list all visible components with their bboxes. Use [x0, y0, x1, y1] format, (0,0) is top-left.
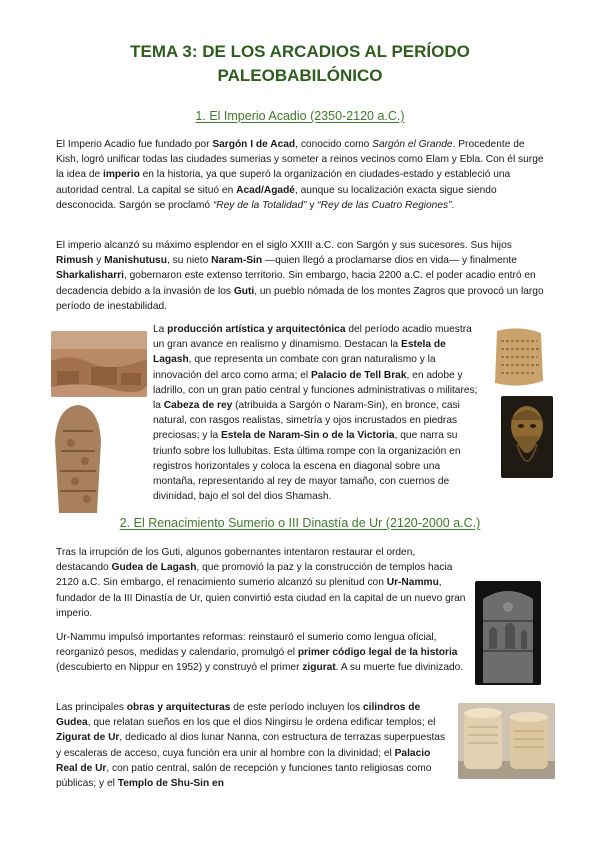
page-title: [0, 40, 600, 88]
cuneiform-tablet-image: [491, 323, 547, 391]
paragraph-akkadian-founding: El Imperio Acadio fue fundado por Sargón I de Acad, conocido como Sargón el Grande. Procedente de Kish, logró unificar todas las ciudades sumerias y someter a reinos vecinos como Elam y Ebla. Con él surge la idea de imperio en la historia, ya que superó la organización en ciudades-estado y estableció una autoridad central. La capital se situó en Acad/Agadé, aunque su localización exacta sigue siendo desconocida. Sargón se proclamó “Rey de la Totalidad” y “Rey de las Cuatro Regiones”.: [56, 139, 544, 211]
ur-nammu-stele-image: [475, 581, 541, 685]
page-title-line-2: PALEOBABILÓNICO: [217, 66, 383, 85]
tell-brak-palace-ruins-image: [51, 331, 147, 397]
gudea-cylinders-image: [458, 703, 555, 779]
page-title-line-1: TEMA 3: DE LOS ARCADIOS AL PERÍODO: [130, 42, 470, 61]
bronze-head-of-king-image: [501, 396, 553, 478]
paragraph-neo-sumerian-works: Las principales obras y arquitecturas de este período incluyen los cilindros de Gudea, que relatan sueños en los que el dios Ningirsu le ordena edificar templos; el Zigurat de Ur, dedicado al dios lunar Nanna, con estructura de terrazas superpuestas y escaleras de acceso, cuya función era unir al hombre con la divinidad; el Palacio Real de Ur, con patio central, salón de recepción y funciones tanto religiosas como públicas; y el Templo de Shu-Sin en: [56, 702, 446, 790]
paragraph-akkadian-art-a: La producción artística y arquitectónica del período acadio muestra un gran avance en realismo y dinamismo. Destacan la Estela de Lagash, que representa un combate con gran naturalismo y la innovación del arco como arma; el Palacio de Tell Brak, en adobe y ladrillo, con un gran patio central y funciones administrativas o militares; la Cabeza de rey (atribuida a Sargón o Naram-Sin), en bronce, casi natural, con rasgos realistas, simetría y ojos incrustados en piedras preciosas; y la Estela de Naram-Sin o de la Victoria, que narra su triunfo sobre los lullubitas. Esta última rompe con la organización en registros horizontales y coloca la escena en diagonal sobre una montaña, representando al rey de mayor tamaño, con cuernos de divinidad, bajo el sol del dios Shamash.: [153, 324, 478, 503]
paragraph-gudea-ur-nammu: Tras la irrupción de los Guti, algunos gobernantes intentaron restaurar el orden, destacando Gudea de Lagash, que promovió la paz y la construcción de templos hacia 2120 a.C. Sin embargo, el renacimiento sumerio alcanzó su plenitud con Ur-Nammu, fundador de la III Dinastía de Ur, quien convirtió esta ciudad en la capital de un nuevo gran imperio.: [56, 547, 466, 619]
paragraph-ur-nammu-reforms: Ur-Nammu impulsó importantes reformas: reinstauró el sumerio como lengua oficial, reorganizó pesos, medidas y calendario, promulgó el primer código legal de la historia (descubierto en Nippur en 1952) y construyó el primer zigurat. A su muerte fue divinizado.: [56, 632, 464, 674]
paragraph-akkadian-expansion: El imperio alcanzó su máximo esplendor en el siglo XXIII a.C. con Sargón y sus sucesores. Sus hijos Rimush y Manishutusu, su nieto Naram-Sin —quien llegó a proclamarse dios en vida— y finalmente Sharkalisharri, gobernaron este extenso territorio. Sin embargo, hacia 2200 a.C. el poder acadio entró en decadencia debido a la invasión de los Guti, un pueblo nómada de los montes Zagros que provocó un largo período de inestabilidad.: [56, 240, 544, 312]
stele-of-lagash-image: [51, 401, 105, 515]
section-heading-sumerian-renaissance: 2. El Renacimiento Sumerio o III Dinastía de Ur (2120-2000 a.C.): [119, 516, 481, 530]
section-heading-akkadian-empire: 1. El Imperio Acadio (2350-2120 a.C.): [195, 109, 405, 123]
